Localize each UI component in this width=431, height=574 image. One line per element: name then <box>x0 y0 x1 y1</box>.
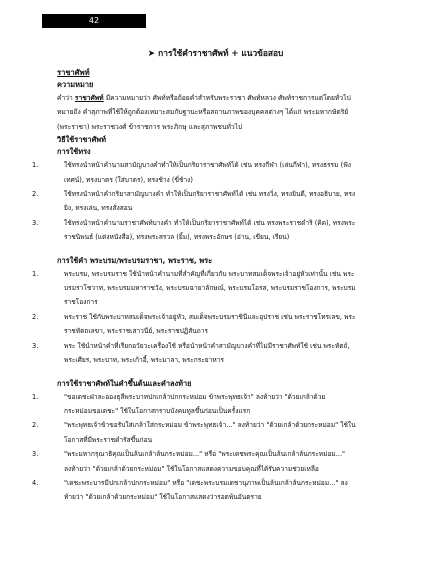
phra-heading: การใช้คำ พระบรม/พระบรมราชา, พระราช, พระ <box>57 255 213 265</box>
list-item-line: บรมราโชวาท, พระบรมมหาราชวัง, พระบรมฉายาลักษณ์, พระบรมโอรส, พระบรมราชโองการ, พระบรม <box>64 284 356 293</box>
list-item-line: พระ ใช้นำหน้าคำที่เรียกอวัยวะเครื่องใช้ หรือนำหน้าคำสามัญบางคำที่ไม่มีราชาศัพท์ใช้ เช่น พระหัตถ์, <box>64 341 350 350</box>
document-body <box>32 67 392 505</box>
list-item <box>32 187 392 216</box>
list-item <box>32 267 392 310</box>
list-item-line: "พระพุทธเจ้าข้าขอรับใส่เกล้าใส่กระหม่อม ข้าพระพุทธเจ้า..." ลงท้ายว่า "ด้วยเกล้าด้วยกระหม่อม" ใช้ใน <box>64 421 356 430</box>
page-title-text: การใช้คำราชาศัพท์ + แนวข้อสอบ <box>158 48 284 58</box>
list-item-number: 1. <box>32 392 39 401</box>
list-item <box>32 418 392 447</box>
meaning-heading: ความหมาย <box>57 80 94 89</box>
opening-heading: การใช้ราชาศัพท์ในคำขึ้นต้นและคำลงท้าย <box>57 378 192 388</box>
phra-list <box>32 267 392 368</box>
page-number-badge: 42 <box>42 14 146 28</box>
list-item-line: "ขอเดชะฝ่าละอองธุลีพระบาทปกเกล้าปกกระหม่อม ข้าพระพุทธเจ้า" ลงท้ายว่า "ด้วยเกล้าด้วย <box>64 392 326 401</box>
list-item <box>32 339 392 368</box>
list-item-line: ใช้ทรงนำหน้าคำนามสามัญบางคำทำให้เป็นกริยาราชาศัพท์ได้ เช่น ทรงกีฬา (เล่นกีฬา), ทรงธรรม (ฟัง <box>64 161 352 170</box>
list-item <box>32 447 392 476</box>
list-item-line: ใช้ทรงนำหน้าคำกริยาสามัญบางคำ ทำให้เป็นกริยาราชาศัพท์ได้ เช่น ทรงวิ่ง, ทรงยินดี, ทรงอธิบาย, ทรง <box>64 190 356 199</box>
list-item-number: 2. <box>32 312 39 321</box>
list-item <box>32 390 392 419</box>
list-item-number: 3. <box>32 341 39 350</box>
list-item-number: 1. <box>32 161 39 170</box>
list-item <box>32 158 392 187</box>
section-heading: ราชาศัพท์ <box>57 68 90 77</box>
list-item-line: "เดชะพระบารมีปกเกล้าปกกระหม่อม" หรือ "เดชะพระบรมเดชานุภาพเป็นล้นเกล้าล้นกระหม่อม..." ลง <box>64 478 348 487</box>
list-item-line: ราชโองการ <box>64 298 98 307</box>
list-item-line: พระบรม, พระบรมราช ใช้นำหน้าคำนามที่สำคัญที่เกี่ยวกับ พระบาทสมเด็จพระเจ้าอยู่หัวเท่านั้น เช่น พระ <box>64 269 355 278</box>
list-item <box>32 310 392 339</box>
list-item-number: 1. <box>32 269 39 278</box>
arrowhead-icon: ➤ <box>147 49 156 59</box>
list-item-line: พระเศียร, พระบาท, พระเก้าอี้, พระมาลา, พระกระยาหาร <box>64 356 224 365</box>
usage-heading: วิธีใช้ราชาศัพท์ <box>57 135 107 145</box>
list-item-line: "พระมหากรุณาธิคุณเป็นล้นเกล้าล้นกระหม่อม..." หรือ "พระเดชพระคุณเป็นล้นเกล้าล้นกระหม่อม..." <box>64 450 346 459</box>
meaning-paragraph-line2: หมายถึง คำสุภาพที่ใช้ให้ถูกต้องเหมาะสมกับฐานะหรือสถานภาพของบุคคลต่างๆ ได้แก่ พระมหากษัตริย์ <box>57 108 349 117</box>
list-item-line: โอกาสที่มีพระราชดำรัสขึ้นก่อน <box>64 435 153 444</box>
list-item-line: ราชนิพนธ์ (แต่งหนังสือ), ทรงพระสรวล (ยิ้ม), ทรงพระอักษร (อ่าน, เขียน, เรียน) <box>64 233 290 242</box>
list-item <box>32 476 392 505</box>
list-item-number: 2. <box>32 421 39 430</box>
list-item-number: 4. <box>32 478 39 487</box>
list-item <box>32 216 392 245</box>
page-title <box>0 46 431 60</box>
song-heading: การใช้ทรง <box>57 147 91 157</box>
meaning-paragraph-line3: (พระราชา) พระราชวงศ์ ข้าราชการ พระภิกษุ และสุภาพชนทั่วไป <box>57 122 243 131</box>
list-item-number: 2. <box>32 190 39 199</box>
meaning-rest: มีความหมายว่า ศัพท์หรือถ้อยคำสำหรับพระราชา ศัพท์หลวง ศัพท์ราชการแต่โดยทั่วไป <box>103 94 351 102</box>
list-item-line: เทศน์), ทรงบาตร (ใส่บาตร), ทรงช้าง (ขี่ช้าง) <box>64 175 193 184</box>
list-item-line: ราชหัตถเลขา, พระราชเสาวนีย์, พระราชปฏิสันถาร <box>64 327 208 336</box>
list-item-line: ยิง, ทรงเล่น, ทรงสั่งสอน <box>64 204 133 213</box>
meaning-paragraph-line1 <box>57 91 392 105</box>
opening-list <box>32 390 392 505</box>
meaning-prefix: คำว่า <box>57 94 75 102</box>
song-list <box>32 158 392 244</box>
list-item-number: 3. <box>32 218 39 227</box>
list-item-number: 3. <box>32 450 39 459</box>
list-item-line: ลงท้ายว่า "ด้วยเกล้าด้วยกระหม่อม" ใช้ในโอกาสแสดงความขอบคุณที่ได้รับความช่วยเหลือ <box>64 464 319 473</box>
list-item-line: ท้ายว่า "ด้วยเกล้าด้วยกระหม่อม" ใช้ในโอกาสแสดงว่ารอดพ้นอันตราย <box>64 493 262 502</box>
list-item-line: พระราช ใช้กับพระบาทสมเด็จพระเจ้าอยู่หัว, สมเด็จพระบรมราชินีและอุปราช เช่น พระราชโทรเลข, พระ <box>64 312 356 321</box>
meaning-term: ราชาศัพท์ <box>74 94 104 102</box>
list-item-line: กระหม่อมขอเดชะ" ใช้ในโอกาสกราบบังคมทูลขึ้นก่อนเป็นครั้งแรก <box>64 406 251 415</box>
list-item-line: ใช้ทรงนำหน้าคำนามราชาศัพท์บางคำ ทำให้เป็นกริยาราชาศัพท์ได้ เช่น ทรงพระราชดำริ (คิด), ทรงพระ <box>64 218 356 227</box>
